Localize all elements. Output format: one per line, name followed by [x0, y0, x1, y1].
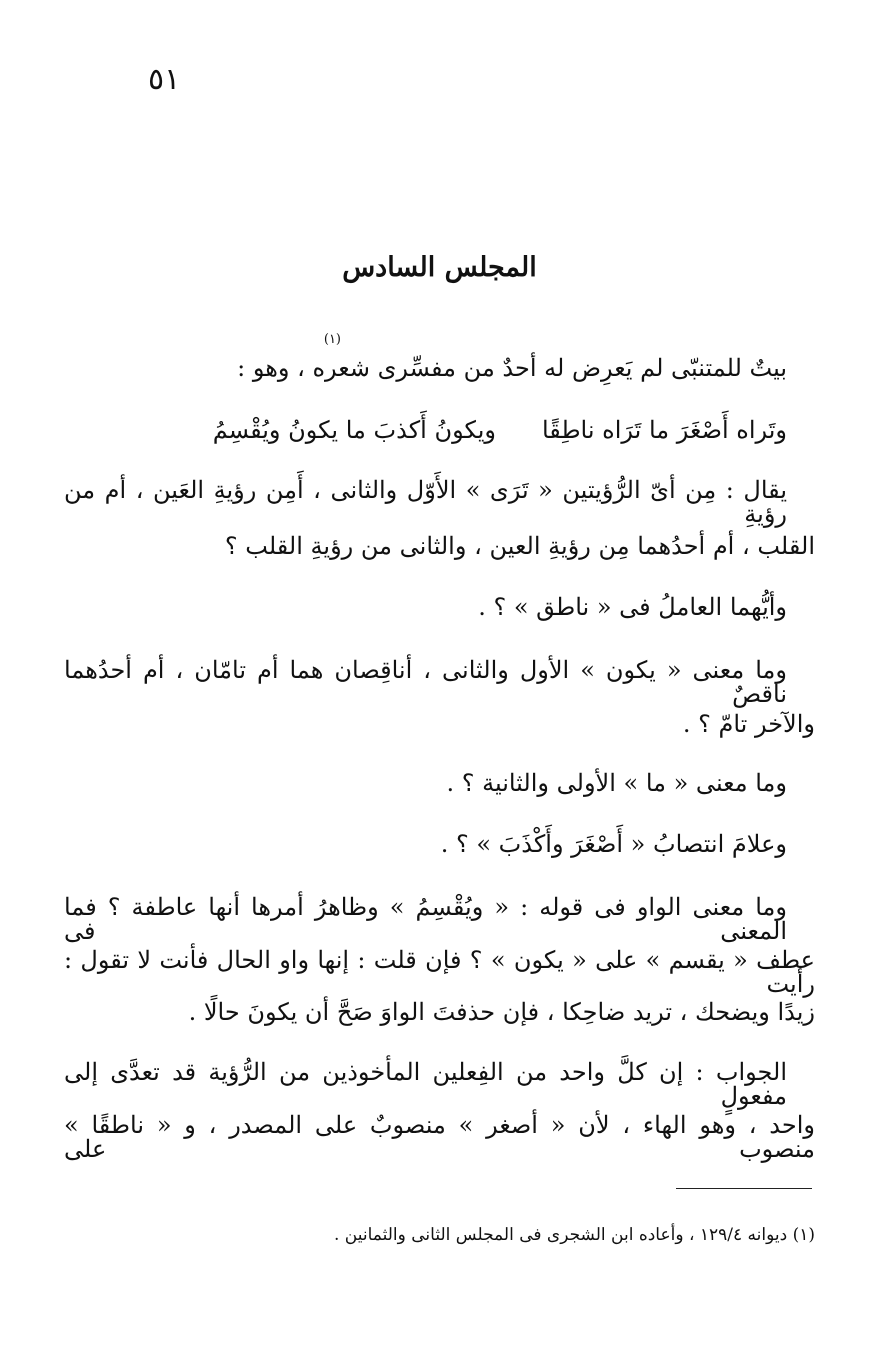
section-heading: المجلس السادس — [342, 252, 537, 283]
paragraph-line: وما معنى « ما » الأولى والثانية ؟ . — [446, 769, 787, 797]
paragraph-line: وعلامَ انتصابُ « أَصْغَرَ وأَكْذَبَ » ؟ . — [440, 830, 787, 858]
paragraph-line: الجواب : إن كلَّ واحد من الفِعلين المأخوذين من الرُّؤية قد تعدَّى إلى مفعولٍ — [64, 1058, 787, 1110]
verse-first-hemistich: وتَراه أَصْغَرَ ما تَرَاه ناطِقًا — [541, 416, 787, 444]
paragraph-line: وما معنى الواو فى قوله : « ويُقْسِمُ » وظاهرُ أمرها أنها عاطفة ؟ فما المعنى فى — [64, 893, 787, 945]
paragraph-line: عطف « يقسم » على « يكون » ؟ فإن قلت : إنها واو الحال فأنت لا تقول : رأيت — [64, 946, 815, 998]
intro-line: بيتٌ للمتنبّى لم يَعرِض له أحدٌ من مفسِّرى شعره ، وهو : — [237, 354, 787, 382]
footnote-separator — [676, 1188, 812, 1189]
paragraph-line: وما معنى « يكون » الأول والثانى ، أناقِصان هما أم تامّان ، أم أحدُهما ناقصٌ — [64, 656, 787, 708]
paragraph-line: واحد ، وهو الهاء ، لأن « أصغر » منصوبٌ على المصدر ، و « ناطقًا » منصوب على — [64, 1111, 815, 1163]
footnote: (١) ديوانه ١٢٩/٤ ، وأعاده ابن الشجرى فى المجلس الثانى والثمانين . — [334, 1225, 815, 1245]
paragraph-line: وأيُّهما العاملُ فى « ناطق » ؟ . — [478, 593, 787, 621]
page-number: ٥١ — [148, 62, 181, 97]
footnote-marker: (١) — [323, 332, 341, 347]
paragraph-line: زيدًا ويضحك ، تريد ضاحِكا ، فإن حذفتَ الواوَ صَحَّ أن يكونَ حالًا . — [188, 998, 815, 1026]
poetry-verse — [213, 416, 787, 444]
verse-second-hemistich: ويكونُ أَكذبَ ما يكونُ ويُقْسِمُ — [212, 416, 496, 444]
paragraph-line: يقال : مِن أىّ الرُّؤيتين « تَرَى » الأَوّل والثانى ، أَمِن رؤيةِ العَين ، أم من رؤيةِ — [64, 476, 787, 528]
paragraph-line: والآخر تامّ ؟ . — [682, 710, 815, 738]
paragraph-line: القلب ، أم أحدُهما مِن رؤيةِ العين ، والثانى من رؤيةِ القلب ؟ — [224, 532, 815, 560]
